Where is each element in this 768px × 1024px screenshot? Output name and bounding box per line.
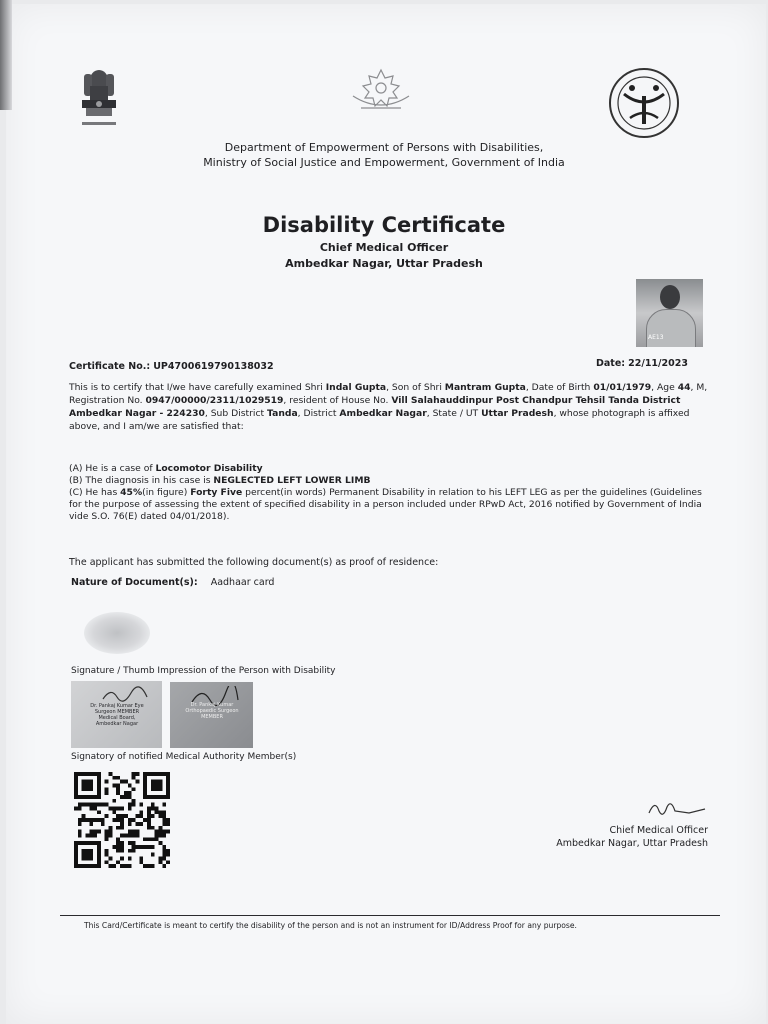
intro-text: , whose photograph is affixed above, and I am/we are satisfied that: [69, 408, 690, 432]
finding-a [69, 463, 709, 475]
intro-text: , Sub District [204, 408, 268, 419]
signature-thumb-label: Signature / Thumb Impression of the Person with Disability [71, 666, 336, 676]
finding-c-label: (C) He has [69, 487, 121, 498]
intro-text: , Son of Shri [386, 382, 445, 393]
intro-text: This is to certify that I/we have carefully examined Shri [69, 382, 326, 393]
finding-a-label: (A) He is a case of [69, 463, 156, 474]
cmo-location: Ambedkar Nagar, Uttar Pradesh [556, 838, 708, 849]
cmo-block [556, 824, 708, 850]
department-line-1: Department of Empowerment of Persons with Disabilities, [224, 141, 544, 154]
finding-b [69, 475, 709, 487]
intro-text: , Age [651, 382, 678, 393]
certificate-date [596, 358, 688, 369]
cmo-title: Chief Medical Officer [609, 825, 708, 836]
date-value: 22/11/2023 [628, 358, 688, 369]
document-value: Aadhaar card [210, 577, 275, 588]
issuer-title: Chief Medical Officer [319, 241, 449, 254]
document-nature [71, 577, 274, 588]
intro-text: , Date of Birth [525, 382, 594, 393]
date-of-birth: 01/01/1979 [593, 382, 652, 393]
intro-text: , District [297, 408, 340, 419]
disability-type: Locomotor Disability [155, 463, 263, 474]
applicant-name: Indal Gupta [325, 382, 387, 393]
disability-findings [69, 463, 709, 523]
national-emblem-icon [74, 66, 124, 136]
district: Ambedkar Nagar [339, 408, 427, 419]
stamp-2-text: Dr. Pankaj Kumar Orthopaedic Surgeon MEMBER [185, 702, 239, 720]
certificate-number-value: UP4700619790138032 [153, 361, 274, 372]
diagnosis: NEGLECTED LEFT LOWER LIMB [213, 475, 371, 486]
father-name: Mantram Gupta [444, 382, 526, 393]
page-edge-shadow [0, 0, 12, 110]
signatory-label: Signatory of notified Medical Authority Member(s) [71, 752, 297, 762]
certificate-number [69, 361, 274, 372]
intro-text: , State / UT [426, 408, 482, 419]
finding-c [69, 487, 709, 523]
medical-member-stamp-2 [170, 682, 253, 748]
department-line-2: Ministry of Social Justice and Empowerment, Government of India [203, 156, 565, 169]
certificate-number-label: Certificate No.: [69, 361, 151, 372]
department-header [0, 140, 768, 170]
date-label: Date: [596, 358, 626, 369]
footer-divider [60, 915, 720, 916]
qr-code-icon [72, 772, 172, 868]
registration-number: 0947/00000/2311/1029519 [145, 395, 284, 406]
house-address: Vill Salahauddinpur Post Chandpur Tehsil Tanda District Ambedkar Nagar - 224230 [69, 395, 681, 419]
finding-c-rest: percent(in words) Permanent Disability in relation to his LEFT LEG as per the guidelines (Guidelines for the purpose of assessing the extent of specified disability in a person included under RPwD Act, 2016 notified by Government of India vide S.O. 76(E) dated 04/01/2018). [69, 487, 702, 522]
certificate-title: Disability Certificate [262, 213, 506, 237]
cmo-signature-icon [645, 795, 707, 825]
issuer-location: Ambedkar Nagar, Uttar Pradesh [285, 257, 483, 270]
stamp-1-text: Dr. Pankaj Kumar Eye Surgeon MEMBER Medical Board, Ambedkar Nagar [90, 703, 144, 727]
department-logo-icon [345, 66, 417, 122]
intro-text: , resident of House No. [283, 395, 392, 406]
certification-paragraph [69, 381, 709, 433]
state: Uttar Pradesh [481, 408, 554, 419]
residence-proof-text: The applicant has submitted the following document(s) as proof of residence: [69, 557, 439, 568]
applicant-photo [636, 279, 703, 347]
document-label: Nature of Document(s): [71, 577, 198, 588]
disability-percent-words: Forty Five [190, 487, 243, 498]
signature-scribble-icon [101, 685, 151, 705]
disability-percent: 45% [120, 487, 143, 498]
sub-district: Tanda [267, 408, 298, 419]
thumb-impression [84, 612, 150, 654]
finding-c-mid: (in figure) [142, 487, 191, 498]
medical-member-stamp-1 [71, 681, 162, 748]
age: 44 [677, 382, 691, 393]
intro-text: , M, Registration No. [69, 382, 708, 406]
photo-tag: AE13 [648, 334, 664, 341]
finding-b-label: (B) The diagnosis in his case is [69, 475, 214, 486]
footer-disclaimer: This Card/Certificate is meant to certify the disability of the person and is not an instrument for ID/Address Proof for any purpose. [84, 921, 577, 930]
uttar-pradesh-seal-icon [604, 66, 684, 140]
